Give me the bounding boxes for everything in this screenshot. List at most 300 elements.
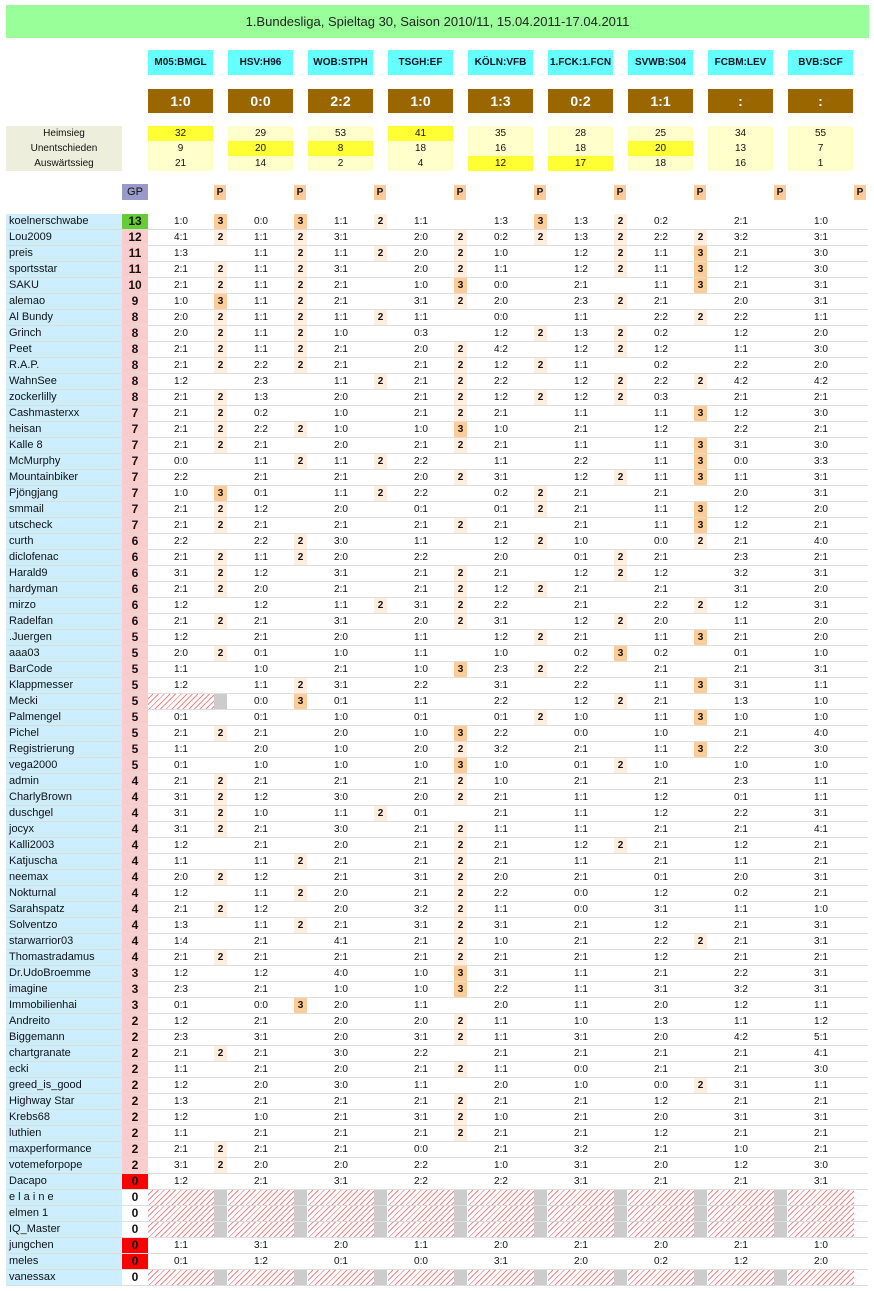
- player-name[interactable]: vega2000: [6, 758, 122, 773]
- player-points: 5: [122, 758, 148, 773]
- tip-cell: 1:0: [414, 664, 428, 675]
- tip-cell: 0:1: [414, 504, 428, 515]
- tip-cell: 2:1: [654, 664, 668, 675]
- player-name[interactable]: SAKU: [6, 278, 122, 293]
- tip-cell: 1:0: [174, 488, 188, 499]
- tip-cell: 1:1: [334, 376, 348, 387]
- player-points: 8: [122, 358, 148, 373]
- tip-cell: 2:1: [574, 280, 588, 291]
- tip-cell: 3:1: [814, 920, 828, 931]
- tip-cell: 1:2: [734, 328, 748, 339]
- tip-cell: 1:2: [654, 568, 668, 579]
- tip-cell: 1:2: [254, 568, 268, 579]
- player-name[interactable]: Kalle 8: [6, 438, 122, 453]
- points-cell: 2: [534, 630, 547, 645]
- tip-cell: 2:2: [254, 536, 268, 547]
- points-cell: 2: [614, 294, 627, 309]
- player-name[interactable]: e l a i n e: [6, 1190, 122, 1205]
- player-name[interactable]: luthien: [6, 1126, 122, 1141]
- player-name[interactable]: Thomastradamus: [6, 950, 122, 965]
- tip-cell: 2:0: [654, 1112, 668, 1123]
- tip-cell: 3:1: [494, 1256, 508, 1267]
- player-name[interactable]: imagine: [6, 982, 122, 997]
- points-cell: 2: [374, 806, 387, 821]
- no-points-cell: [454, 1206, 467, 1221]
- tip-cell: 4:0: [334, 968, 348, 979]
- player-name[interactable]: starwarrior03: [6, 934, 122, 949]
- no-points-cell: [534, 1206, 547, 1221]
- points-cell: 2: [454, 374, 467, 389]
- tip-cell: 3:0: [334, 1080, 348, 1091]
- points-cell: 2: [214, 646, 227, 661]
- points-cell: 2: [294, 454, 307, 469]
- player-points: 6: [122, 598, 148, 613]
- player-name[interactable]: elmen 1: [6, 1206, 122, 1221]
- player-name[interactable]: Mecki: [6, 694, 122, 709]
- player-name[interactable]: WahnSee: [6, 374, 122, 389]
- points-cell: 2: [454, 406, 467, 421]
- player-name[interactable]: R.A.P.: [6, 358, 122, 373]
- player-name[interactable]: curth: [6, 534, 122, 549]
- player-points: 4: [122, 870, 148, 885]
- stats-value: 13: [708, 141, 773, 156]
- player-name[interactable]: Biggemann: [6, 1030, 122, 1045]
- tip-cell: 1:1: [654, 632, 668, 643]
- tip-cell: 2:0: [814, 360, 828, 371]
- player-name[interactable]: Kalli2003: [6, 838, 122, 853]
- match-code-3[interactable]: TSGH:EF: [388, 50, 453, 75]
- tip-cell: 0:0: [574, 728, 588, 739]
- tip-cell: 2:1: [654, 968, 668, 979]
- no-tip-hatch: [628, 1190, 694, 1205]
- points-cell: 2: [534, 582, 547, 597]
- tip-cell: 2:2: [414, 1048, 428, 1059]
- match-code-0[interactable]: M05:BMGL: [148, 50, 213, 75]
- tip-cell: 0:1: [334, 1256, 348, 1267]
- tip-cell: 1:1: [814, 1000, 828, 1011]
- player-name[interactable]: sportsstar: [6, 262, 122, 277]
- tip-cell: 1:1: [174, 856, 188, 867]
- player-name[interactable]: ecki: [6, 1062, 122, 1077]
- table-row: [0, 598, 874, 614]
- points-cell: 3: [214, 294, 227, 309]
- tip-cell: 3:0: [814, 264, 828, 275]
- tip-cell: 2:1: [334, 872, 348, 883]
- player-name[interactable]: Klappmesser: [6, 678, 122, 693]
- tip-cell: 1:0: [814, 904, 828, 915]
- tip-cell: 2:1: [414, 360, 428, 371]
- points-cell: 2: [214, 262, 227, 277]
- tip-cell: 1:2: [734, 504, 748, 515]
- tip-cell: 2:1: [414, 408, 428, 419]
- player-name[interactable]: diclofenac: [6, 550, 122, 565]
- points-cell: 3: [454, 726, 467, 741]
- player-name[interactable]: koelnerschwabe: [6, 214, 122, 229]
- tip-cell: 1:2: [654, 1096, 668, 1107]
- tip-cell: 1:2: [254, 600, 268, 611]
- tip-cell: 1:1: [414, 1080, 428, 1091]
- player-name[interactable]: Nokturnal: [6, 886, 122, 901]
- tip-cell: 2:1: [254, 1144, 268, 1155]
- tip-cell: 2:1: [494, 1144, 508, 1155]
- player-name[interactable]: maxperformance: [6, 1142, 122, 1157]
- points-cell: 2: [534, 390, 547, 405]
- tip-cell: 2:1: [174, 504, 188, 515]
- tip-cell: 0:1: [654, 872, 668, 883]
- tip-cell: 1:1: [574, 408, 588, 419]
- tip-cell: 1:1: [494, 904, 508, 915]
- player-name[interactable]: Sarahspatz: [6, 902, 122, 917]
- tip-cell: 2:1: [734, 1096, 748, 1107]
- player-name[interactable]: Palmengel: [6, 710, 122, 725]
- table-row: [0, 934, 874, 950]
- tip-cell: 3:1: [654, 984, 668, 995]
- tip-cell: 1:1: [414, 1240, 428, 1251]
- no-tip-hatch: [708, 1222, 774, 1237]
- player-name[interactable]: Dacapo: [6, 1174, 122, 1189]
- points-cell: 3: [694, 502, 707, 517]
- tip-cell: 0:2: [494, 232, 508, 243]
- tip-cell: 1:1: [334, 312, 348, 323]
- player-name[interactable]: preis: [6, 246, 122, 261]
- player-name[interactable]: Krebs68: [6, 1110, 122, 1125]
- tip-cell: 2:3: [174, 1032, 188, 1043]
- tip-cell: 2:2: [494, 1176, 508, 1187]
- player-name[interactable]: jungchen: [6, 1238, 122, 1253]
- stats-value: 14: [228, 156, 293, 171]
- points-header: P: [774, 185, 786, 200]
- tip-cell: 2:2: [574, 664, 588, 675]
- tip-cell: 3:1: [174, 824, 188, 835]
- player-name[interactable]: Radelfan: [6, 614, 122, 629]
- table-row: [0, 1078, 874, 1094]
- tip-cell: 1:1: [814, 792, 828, 803]
- player-name[interactable]: Lou2009: [6, 230, 122, 245]
- tip-cell: 0:0: [574, 1064, 588, 1075]
- player-name[interactable]: Al Bundy: [6, 310, 122, 325]
- stats-value: 16: [708, 156, 773, 171]
- tip-cell: 2:2: [494, 696, 508, 707]
- tip-cell: 4:1: [814, 1048, 828, 1059]
- tip-cell: 2:3: [734, 776, 748, 787]
- tip-cell: 2:1: [814, 856, 828, 867]
- tip-cell: 2:1: [654, 296, 668, 307]
- no-points-cell: [374, 1270, 387, 1285]
- tip-cell: 1:1: [574, 1000, 588, 1011]
- tip-cell: 2:1: [254, 632, 268, 643]
- player-name[interactable]: mirzo: [6, 598, 122, 613]
- tip-cell: 2:1: [734, 536, 748, 547]
- table-row: [0, 710, 874, 726]
- player-name[interactable]: IQ_Master: [6, 1222, 122, 1237]
- tip-cell: 3:1: [814, 488, 828, 499]
- tip-cell: 2:2: [254, 360, 268, 371]
- player-name[interactable]: Immobilienhai: [6, 998, 122, 1013]
- player-name[interactable]: Cashmasterxx: [6, 406, 122, 421]
- tip-cell: 2:1: [494, 808, 508, 819]
- player-points: 8: [122, 342, 148, 357]
- player-name[interactable]: Pichel: [6, 726, 122, 741]
- points-cell: 2: [294, 550, 307, 565]
- points-cell: 2: [534, 326, 547, 341]
- points-cell: 3: [694, 278, 707, 293]
- tip-cell: 2:0: [334, 1032, 348, 1043]
- tip-cell: 0:1: [174, 1256, 188, 1267]
- tip-cell: 1:2: [174, 680, 188, 691]
- table-row: [0, 854, 874, 870]
- stats-value: 17: [548, 156, 613, 171]
- no-points-cell: [214, 1222, 227, 1237]
- points-cell: 2: [614, 838, 627, 853]
- tip-cell: 2:1: [414, 1064, 428, 1075]
- match-code-2[interactable]: WOB:STPH: [308, 50, 373, 75]
- table-row: [0, 870, 874, 886]
- player-points: 2: [122, 1014, 148, 1029]
- table-row: [0, 1046, 874, 1062]
- player-name[interactable]: BarCode: [6, 662, 122, 677]
- player-name[interactable]: admin: [6, 774, 122, 789]
- player-name[interactable]: meles: [6, 1254, 122, 1269]
- tip-cell: 1:1: [494, 1016, 508, 1027]
- tip-cell: 2:1: [174, 776, 188, 787]
- player-name[interactable]: Registrierung: [6, 742, 122, 757]
- player-name[interactable]: zockerlilly: [6, 390, 122, 405]
- tip-cell: 2:0: [334, 728, 348, 739]
- tip-cell: 2:3: [734, 552, 748, 563]
- points-cell: 2: [214, 774, 227, 789]
- player-name[interactable]: duschgel: [6, 806, 122, 821]
- player-name[interactable]: chartgranate: [6, 1046, 122, 1061]
- points-cell: 2: [214, 230, 227, 245]
- tip-cell: 2:0: [494, 1000, 508, 1011]
- tip-cell: 1:3: [734, 696, 748, 707]
- tip-cell: 1:0: [414, 728, 428, 739]
- tip-cell: 2:0: [654, 1240, 668, 1251]
- stats-value: 7: [788, 141, 853, 156]
- tip-cell: 2:1: [414, 520, 428, 531]
- tip-cell: 1:2: [254, 872, 268, 883]
- tip-cell: 2:1: [334, 664, 348, 675]
- player-name[interactable]: Katjuscha: [6, 854, 122, 869]
- points-cell: 2: [454, 390, 467, 405]
- tip-cell: 1:0: [414, 424, 428, 435]
- tip-cell: 1:0: [174, 216, 188, 227]
- table-row: [0, 822, 874, 838]
- player-name[interactable]: Grinch: [6, 326, 122, 341]
- points-cell: 2: [454, 1030, 467, 1045]
- tip-cell: 0:0: [734, 456, 748, 467]
- tip-cell: 4:1: [174, 232, 188, 243]
- player-name[interactable]: smmail: [6, 502, 122, 517]
- tip-cell: 1:0: [494, 776, 508, 787]
- tip-cell: 2:0: [814, 1256, 828, 1267]
- tip-cell: 2:0: [814, 328, 828, 339]
- table-row: [0, 470, 874, 486]
- player-name[interactable]: utscheck: [6, 518, 122, 533]
- stats-value: 21: [148, 156, 213, 171]
- tip-cell: 1:2: [574, 344, 588, 355]
- tip-cell: 2:1: [254, 1176, 268, 1187]
- points-cell: 2: [454, 950, 467, 965]
- points-cell: 2: [454, 566, 467, 581]
- points-cell: 2: [374, 374, 387, 389]
- match-result-3: 1:0: [388, 89, 453, 113]
- points-cell: 2: [534, 486, 547, 501]
- no-points-cell: [614, 1222, 627, 1237]
- player-name[interactable]: Andreito: [6, 1014, 122, 1029]
- player-points: 2: [122, 1046, 148, 1061]
- player-name[interactable]: aaa03: [6, 646, 122, 661]
- stats-value: 53: [308, 126, 373, 141]
- points-cell: 2: [454, 870, 467, 885]
- tip-cell: 1:1: [814, 776, 828, 787]
- tip-cell: 1:3: [174, 920, 188, 931]
- tip-cell: 1:1: [334, 600, 348, 611]
- tip-cell: 1:0: [254, 808, 268, 819]
- tip-cell: 1:2: [494, 392, 508, 403]
- tip-cell: 1:2: [574, 248, 588, 259]
- table-row: [0, 310, 874, 326]
- no-points-cell: [774, 1206, 787, 1221]
- tip-cell: 0:2: [574, 648, 588, 659]
- player-name[interactable]: votemeforpope: [6, 1158, 122, 1173]
- stats-value: 16: [468, 141, 533, 156]
- points-header: P: [374, 185, 386, 200]
- tip-cell: 2:0: [814, 584, 828, 595]
- player-name[interactable]: Mountainbiker: [6, 470, 122, 485]
- player-name[interactable]: .Juergen: [6, 630, 122, 645]
- tip-cell: 1:0: [334, 984, 348, 995]
- player-points: 4: [122, 934, 148, 949]
- points-cell: 2: [694, 310, 707, 325]
- player-points: 0: [122, 1238, 148, 1253]
- match-code-4[interactable]: KÖLN:VFB: [468, 50, 533, 75]
- tip-cell: 1:1: [574, 824, 588, 835]
- player-name[interactable]: jocyx: [6, 822, 122, 837]
- page-title: 1.Bundesliga, Spieltag 30, Saison 2010/11, 15.04.2011-17.04.2011: [6, 5, 869, 38]
- tip-cell: 2:1: [254, 1096, 268, 1107]
- points-cell: 3: [534, 214, 547, 229]
- tip-cell: 1:0: [414, 984, 428, 995]
- player-name[interactable]: Solventzo: [6, 918, 122, 933]
- tip-cell: 2:1: [734, 728, 748, 739]
- player-name[interactable]: vanessax: [6, 1270, 122, 1285]
- tip-cell: 3:1: [414, 600, 428, 611]
- tip-cell: 2:1: [734, 824, 748, 835]
- tip-cell: 0:1: [174, 760, 188, 771]
- no-tip-hatch: [148, 1190, 214, 1205]
- tip-cell: 1:1: [734, 856, 748, 867]
- tip-cell: 2:1: [734, 280, 748, 291]
- player-name[interactable]: neemax: [6, 870, 122, 885]
- no-tip-hatch: [628, 1206, 694, 1221]
- stats-value: 1: [788, 156, 853, 171]
- points-cell: 2: [534, 534, 547, 549]
- match-code-8[interactable]: BVB:SCF: [788, 50, 853, 75]
- no-tip-hatch: [548, 1206, 614, 1221]
- tip-cell: 2:1: [414, 888, 428, 899]
- table-row: [0, 646, 874, 662]
- points-cell: 2: [694, 934, 707, 949]
- tip-cell: 2:0: [414, 792, 428, 803]
- tip-cell: 3:1: [334, 232, 348, 243]
- tip-cell: 2:1: [174, 728, 188, 739]
- table-row: [0, 454, 874, 470]
- player-name[interactable]: Peet: [6, 342, 122, 357]
- player-name[interactable]: McMurphy: [6, 454, 122, 469]
- tip-cell: 1:2: [654, 1128, 668, 1139]
- player-points: 11: [122, 246, 148, 261]
- tip-cell: 2:2: [414, 1160, 428, 1171]
- match-result-8: :: [788, 89, 853, 113]
- points-cell: 3: [454, 662, 467, 677]
- match-code-6[interactable]: SVWB:S04: [628, 50, 693, 75]
- tip-cell: 0:1: [574, 552, 588, 563]
- tip-cell: 2:2: [414, 680, 428, 691]
- gp-header: GP: [122, 184, 148, 200]
- player-name[interactable]: heisan: [6, 422, 122, 437]
- player-name[interactable]: Highway Star: [6, 1094, 122, 1109]
- tip-cell: 1:0: [334, 712, 348, 723]
- points-cell: 3: [694, 406, 707, 421]
- player-points: 6: [122, 566, 148, 581]
- points-cell: 2: [614, 262, 627, 277]
- tip-cell: 2:1: [494, 440, 508, 451]
- no-tip-hatch: [388, 1270, 454, 1285]
- player-points: 3: [122, 966, 148, 981]
- no-points-cell: [614, 1270, 627, 1285]
- tip-cell: 2:1: [654, 856, 668, 867]
- tip-cell: 2:1: [654, 488, 668, 499]
- match-code-7[interactable]: FCBM:LEV: [708, 50, 773, 75]
- tip-cell: 3:1: [174, 1160, 188, 1171]
- tip-cell: 1:0: [814, 648, 828, 659]
- no-points-cell: [614, 1190, 627, 1205]
- points-cell: 2: [614, 214, 627, 229]
- tip-cell: 1:1: [654, 744, 668, 755]
- points-cell: 2: [294, 246, 307, 261]
- tip-cell: 3:0: [334, 1048, 348, 1059]
- tip-cell: 3:1: [814, 280, 828, 291]
- tip-cell: 1:1: [574, 312, 588, 323]
- tip-cell: 1:1: [654, 456, 668, 467]
- tip-cell: 2:0: [414, 616, 428, 627]
- tip-cell: 2:0: [334, 1000, 348, 1011]
- tip-cell: 3:1: [734, 1112, 748, 1123]
- tip-cell: 2:1: [414, 392, 428, 403]
- points-cell: 2: [294, 230, 307, 245]
- player-points: 4: [122, 950, 148, 965]
- tip-cell: 2:0: [254, 1080, 268, 1091]
- tip-cell: 0:2: [654, 1256, 668, 1267]
- tip-cell: 1:1: [494, 456, 508, 467]
- no-points-cell: [374, 1190, 387, 1205]
- player-name[interactable]: greed_is_good: [6, 1078, 122, 1093]
- stats-value: 18: [388, 141, 453, 156]
- player-points: 2: [122, 1030, 148, 1045]
- match-code-1[interactable]: HSV:H96: [228, 50, 293, 75]
- tip-cell: 1:0: [494, 1112, 508, 1123]
- tip-cell: 0:1: [254, 488, 268, 499]
- player-name[interactable]: alemao: [6, 294, 122, 309]
- player-name[interactable]: Dr.UdoBroemme: [6, 966, 122, 981]
- player-name[interactable]: hardyman: [6, 582, 122, 597]
- player-name[interactable]: CharlyBrown: [6, 790, 122, 805]
- no-points-cell: [534, 1270, 547, 1285]
- player-name[interactable]: Pjöngjang: [6, 486, 122, 501]
- match-code-5[interactable]: 1.FCK:1.FCN: [548, 50, 613, 75]
- player-name[interactable]: Harald9: [6, 566, 122, 581]
